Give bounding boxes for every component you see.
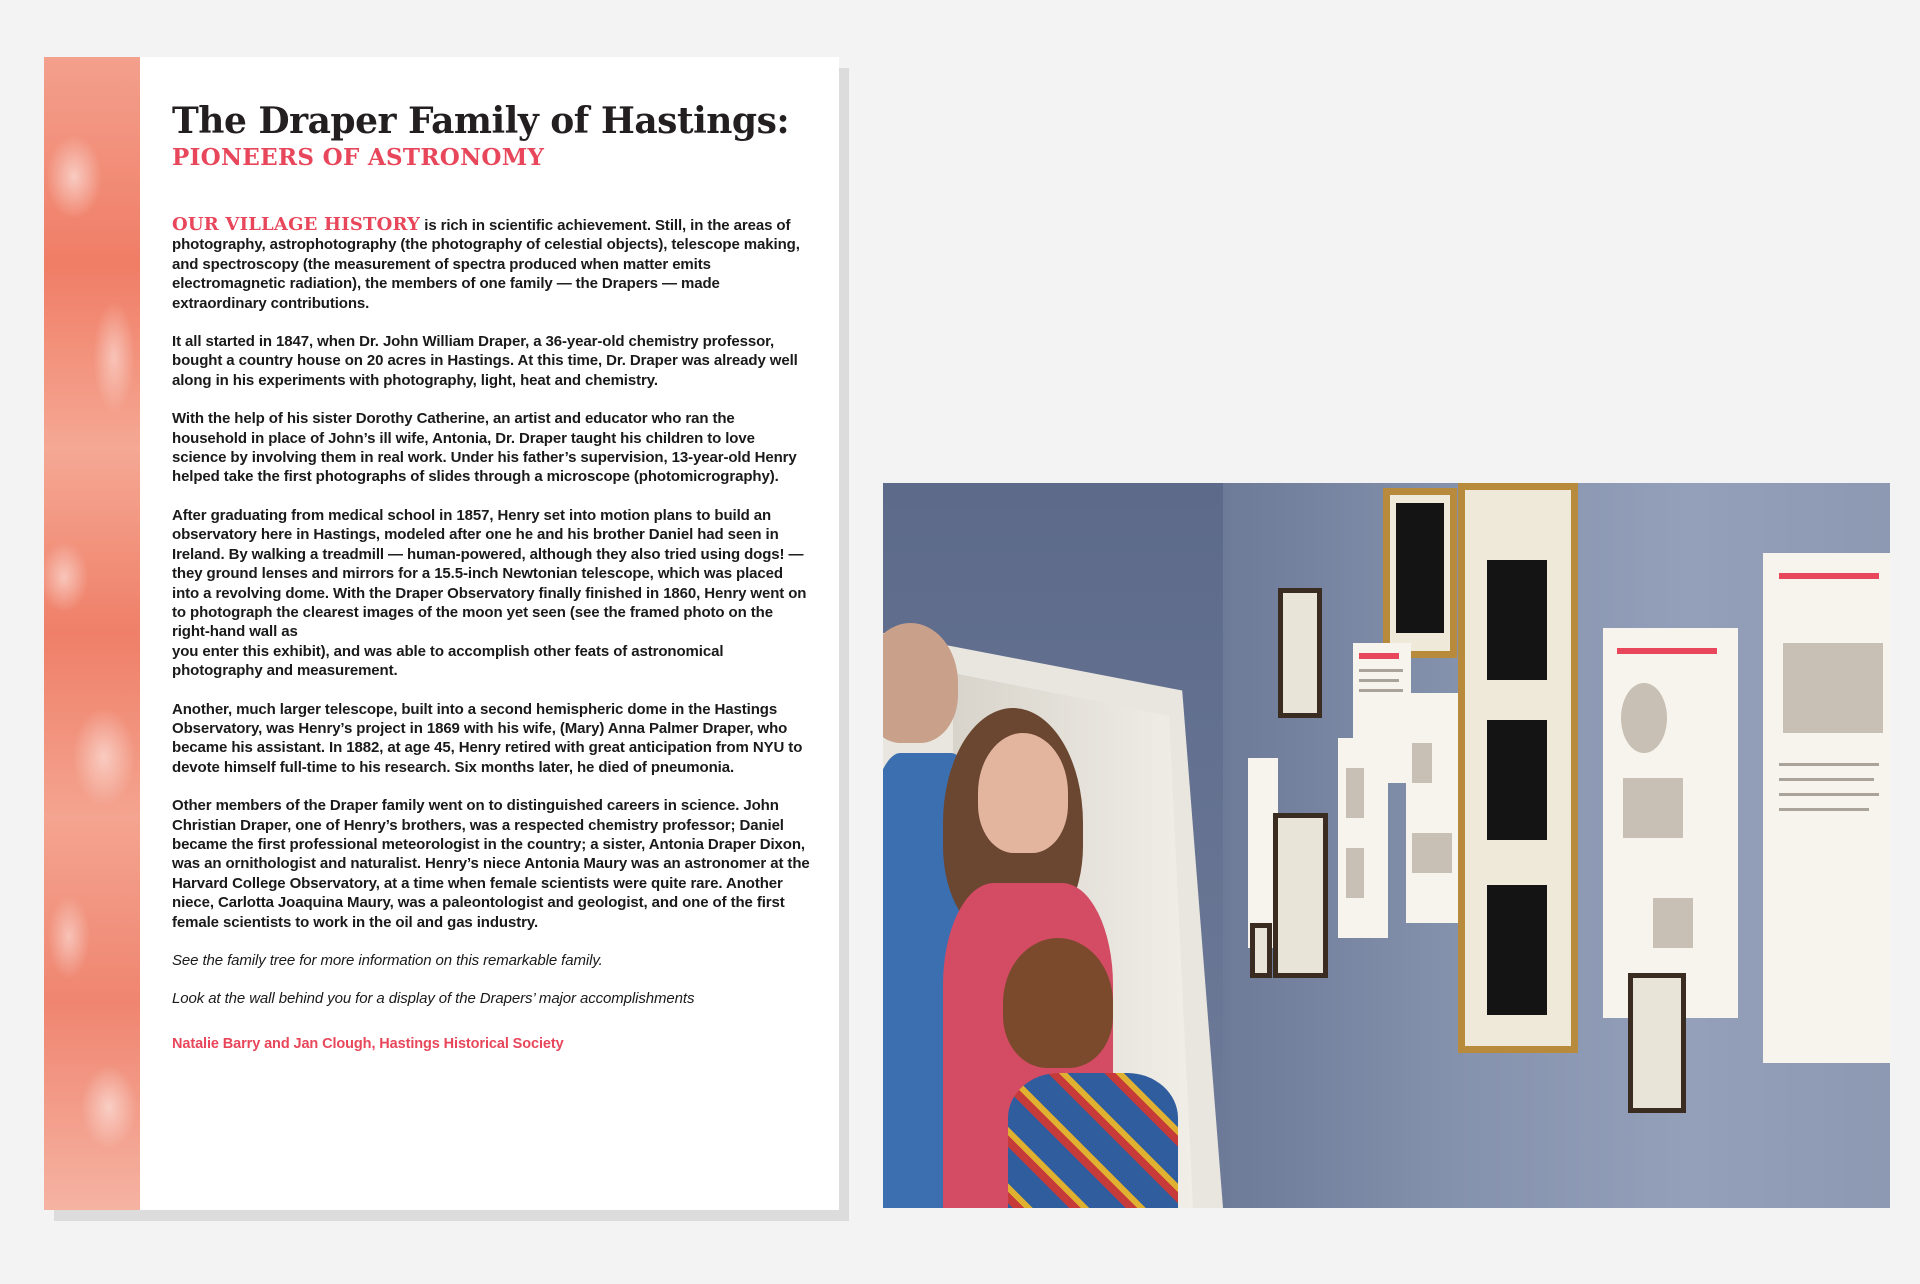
lead-in: OUR VILLAGE HISTORY: [172, 214, 421, 235]
woman-face: [978, 733, 1068, 853]
paragraph-5: Another, much larger telescope, built into a second hemispheric dome in the Hastings Observatory, was Henry’s project in 1869 with his wife, (Mary) Anna Palmer Draper, who became his assistant. In 1882, at age 45, Henry retired with great anticipation from NYU to devote himself full-time to his research. Six months later, he died of pneumonia.: [172, 700, 803, 776]
exhibit-poster-4: [1603, 628, 1738, 1018]
paragraph-2: It all started in 1847, when Dr. John William Draper, a 36-year-old chemistry professor, bought a country house on 20 acres in Hastings. At this time, Dr. Draper was already well along in his experiments with photography, light, heat and chemistry.: [172, 333, 798, 389]
paragraph-4: After graduating from medical school in 1857, Henry set into motion plans to build an observatory here in Hastings, modeled after one he and his brother Daniel had seen in Ireland. By walking a treadmill — human-powered, although they also tried using dogs! — they ground lenses and mirrors for a 15.5-inch Newtonian telescope, which was placed into a revolving dome. With the Draper Observatory finally finished in 1860, Henry went on to photograph the clearest images of the moon yet seen (see the framed photo on the right-hand wall as: [172, 506, 807, 641]
paragraph-3: With the help of his sister Dorothy Catherine, an artist and educator who ran the household in place of John’s ill wife, Antonia, Dr. Draper taught his children to love science by involving them in real work. Under his father’s supervision, 13-year-old Henry helped take the first photographs of slides through a microscope (photomicrography).: [172, 410, 797, 486]
framed-small-print: [1250, 923, 1272, 978]
panel-title: The Draper Family of Hastings:: [172, 100, 790, 142]
paragraph-1: [172, 215, 812, 313]
moon-image: [1396, 503, 1444, 633]
paragraph-6: Other members of the Draper family went on to distinguished careers in science. John Christian Draper, one of Henry’s brothers, was a respected chemistry professor; Daniel became the first professional meteorologist in the country; a sister, Antonia Draper Dixon, was an ornithologist and naturalist. Henry’s niece Antonia Maury was an astronomer at the Harvard College Observatory, at a time when female scientists were quite rare. Another niece, Carlotta Joaquina Maury, was a paleontologist and geologist, and one of the first female scientists to work in the oil and gas industry.: [172, 797, 810, 931]
framed-photo-small: [1278, 588, 1322, 718]
exhibit-photo: [883, 483, 1890, 1208]
panel-body: [172, 215, 812, 1054]
decorative-moon-strip: [44, 57, 140, 1210]
framed-astrophotographs: [1458, 483, 1578, 1053]
wall-note: Look at the wall behind you for a display of the Drapers’ major accomplishments: [172, 990, 695, 1008]
author-credit: Natalie Barry and Jan Clough, Hastings Historical Society: [172, 1035, 564, 1052]
paragraph-1-text: is rich in scientific achievement. Still, in the areas of photography, astrophotography (the photography of celestial objects), telescope making, and spectroscopy (the measurement of spectra produced when matter emits electromagnetic radiation), the members of one family — the Drapers — made extraordinary contributions.: [172, 217, 800, 312]
astro-photo-3: [1487, 885, 1547, 1015]
exhibit-poster-2: [1338, 738, 1388, 938]
astro-photo-1: [1487, 560, 1547, 680]
panel-content: [172, 99, 812, 1054]
panel-subtitle: PIONEERS OF ASTRONOMY: [172, 144, 545, 171]
paragraph-4-continued: you enter this exhibit), and was able to accomplish other feats of astronomical photography and measurement.: [172, 642, 724, 680]
framed-moon-photo: [1383, 488, 1457, 658]
framed-star-chart: [1628, 973, 1686, 1113]
exhibit-panel: [44, 57, 839, 1210]
family-tree-note: See the family tree for more information on this remarkable family.: [172, 952, 603, 969]
exhibit-poster-5: [1763, 553, 1890, 1063]
boy-shirt: [1008, 1073, 1178, 1208]
exhibit-poster-3: [1406, 693, 1461, 923]
portrait-photo: [1621, 683, 1667, 753]
framed-engraving: [1273, 813, 1328, 978]
astro-photo-2: [1487, 720, 1547, 840]
boy-head: [1003, 938, 1113, 1068]
